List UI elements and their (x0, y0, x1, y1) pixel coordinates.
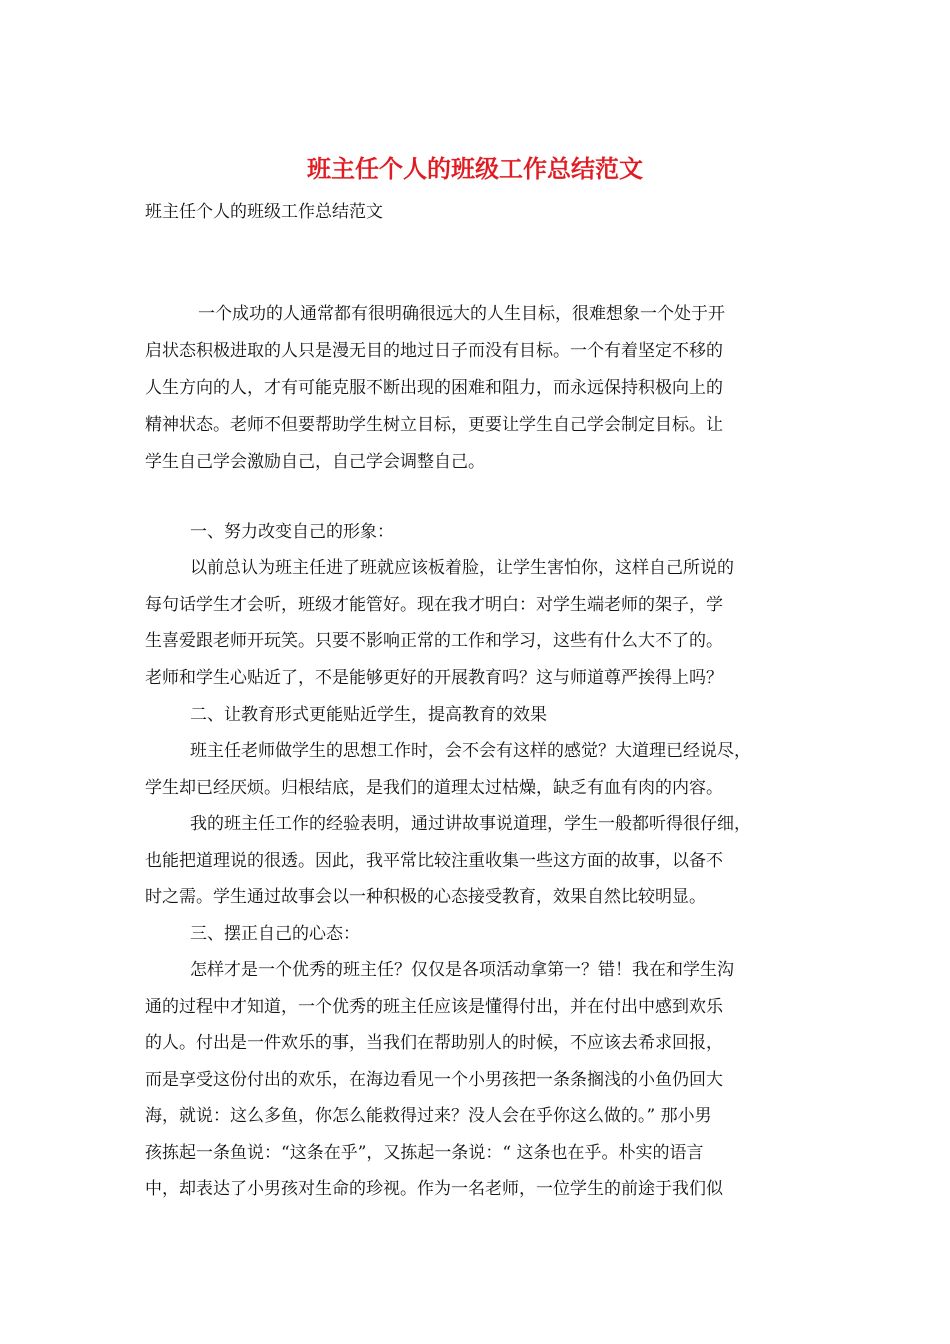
document-subtitle: 班主任个人的班级工作总结范文 (145, 202, 383, 222)
section-heading: 三、摆正自己的心态： (190, 924, 360, 944)
text-line: 通的过程中才知道，一个优秀的班主任应该是懂得付出，并在付出中感到欢乐 (145, 997, 723, 1017)
text-line: 一个成功的人通常都有很明确很远大的人生目标，很难想象一个处于开 (198, 304, 725, 324)
section-heading: 二、让教育形式更能贴近学生，提高教育的效果 (190, 705, 547, 725)
text-line: 也能把道理说的很透。因此，我平常比较注重收集一些这方面的故事，以备不 (145, 851, 723, 871)
text-line: 老师和学生心贴近了，不是能够更好的开展教育吗？这与师道尊严挨得上吗？ (145, 668, 723, 688)
text-line: 时之需。学生通过故事会以一种积极的心态接受教育，效果自然比较明显。 (145, 887, 706, 907)
text-line: 人生方向的人，才有可能克服不断出现的困难和阻力，而永远保持积极向上的 (145, 378, 723, 398)
text-line: 怎样才是一个优秀的班主任？仅仅是各项活动拿第一？错！我在和学生沟 (190, 960, 734, 980)
text-line: 生喜爱跟老师开玩笑。只要不影响正常的工作和学习，这些有什么大不了的。 (145, 631, 723, 651)
text-line: 而是享受这份付出的欢乐，在海边看见一个小男孩把一条条搁浅的小鱼仍回大 (145, 1070, 723, 1090)
text-line: 学生却已经厌烦。归根结底，是我们的道理太过枯燥，缺乏有血有肉的内容。 (145, 778, 723, 798)
document-title: 班主任个人的班级工作总结范文 (307, 154, 643, 183)
text-line: 精神状态。老师不但要帮助学生树立目标，更要让学生自己学会制定目标。让 (145, 415, 723, 435)
text-line: 我的班主任工作的经验表明，通过讲故事说道理，学生一般都听得很仔细， (190, 814, 751, 834)
text-line: 以前总认为班主任进了班就应该板着脸，让学生害怕你，这样自己所说的 (190, 558, 734, 578)
text-line: 班主任老师做学生的思想工作时，会不会有这样的感觉？大道理已经说尽， (190, 741, 751, 761)
section-heading: 一、努力改变自己的形象： (190, 522, 394, 542)
text-line: 启状态积极进取的人只是漫无目的地过日子而没有目标。一个有着坚定不移的 (145, 341, 723, 361)
text-line: 的人。付出是一件欢乐的事，当我们在帮助别人的时候，不应该去希求回报， (145, 1033, 723, 1053)
text-line: 中，却表达了小男孩对生命的珍视。作为一名老师，一位学生的前途于我们似 (145, 1179, 723, 1199)
text-line: 学生自己学会激励自己，自己学会调整自己。 (145, 452, 485, 472)
text-line: 每句话学生才会听，班级才能管好。现在我才明白：对学生端老师的架子，学 (145, 595, 723, 615)
text-line: 海，就说：这么多鱼，你怎么能救得过来？没人会在乎你这么做的。” 那小男 (145, 1106, 712, 1126)
text-line: 孩拣起一条鱼说：“这条在乎”，又拣起一条说：“ 这条也在乎。朴实的语言 (145, 1143, 704, 1163)
